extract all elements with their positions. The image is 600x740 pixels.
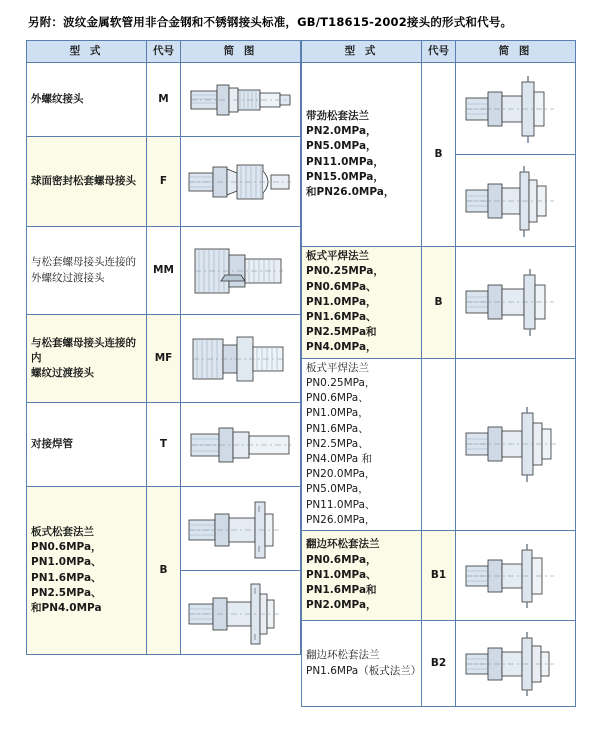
plate-lap-joint-flange-icon-2 xyxy=(185,576,297,650)
table-row xyxy=(27,137,301,227)
row-code-cell: B2 xyxy=(422,621,456,707)
row-code-cell: B1 xyxy=(422,531,456,621)
spherical-seal-union-nut-joint-icon xyxy=(185,145,297,219)
header-code: 代号 xyxy=(422,41,456,63)
row-code-cell: MF xyxy=(147,315,181,403)
table-header-row xyxy=(302,41,576,63)
type-line: PN1.0MPa，PN1.6MPa、 xyxy=(306,407,369,435)
type-line: PN1.6MPa（板式法兰） xyxy=(306,664,422,677)
type-line: PN1.0MPa，PN1.6MPa、 xyxy=(306,295,377,323)
type-line: 板式平焊法兰 xyxy=(306,250,369,263)
type-line: 和PN4.0MPa xyxy=(31,602,102,615)
row-figure-cell xyxy=(181,315,301,403)
type-line: 与松套螺母接头连接的内 xyxy=(31,336,136,364)
plate-slip-on-welding-flange-icon-1 xyxy=(460,261,572,343)
table-row xyxy=(302,358,576,530)
row-type-cell xyxy=(27,315,147,403)
threaded-male-joint-icon xyxy=(185,69,297,131)
row-type-cell xyxy=(27,487,147,655)
type-line: PN11.0MPa，PN15.0MPa， xyxy=(306,155,384,183)
type-line: PN0.6MPa，PN1.0MPa、 xyxy=(306,553,377,581)
row-type-cell xyxy=(302,63,422,247)
type-line: PN20.0MPa，PN5.0MPa， xyxy=(306,468,376,496)
row-figure-cell xyxy=(456,621,576,707)
butt-weld-pipe-icon xyxy=(185,410,297,480)
row-code-cell xyxy=(422,358,456,530)
left-spec-table xyxy=(26,40,301,655)
row-type-cell xyxy=(302,358,422,530)
row-figure-cell xyxy=(456,358,576,530)
row-type-cell xyxy=(27,403,147,487)
type-line: PN0.6MPa，PN1.0MPa、 xyxy=(31,541,102,569)
type-line: 和PN26.0MPa， xyxy=(306,186,395,199)
row-type-cell xyxy=(27,137,147,227)
type-line: 翻边环松套法兰 xyxy=(306,649,380,662)
row-figure-cell xyxy=(456,63,576,155)
row-figure-cell xyxy=(181,403,301,487)
table-row xyxy=(27,315,301,403)
table-row xyxy=(302,621,576,707)
type-line: PN2.5MPa和PN4.0MPa， xyxy=(306,326,377,354)
type-line: PN2.0MPa，PN5.0MPa， xyxy=(306,125,377,153)
row-type-cell xyxy=(27,63,147,137)
row-code-cell: B xyxy=(422,247,456,359)
header-code: 代号 xyxy=(147,41,181,63)
type-line: 球面密封松套螺母接头 xyxy=(31,174,136,187)
row-type-cell xyxy=(27,227,147,315)
header-type: 型 式 xyxy=(27,41,147,63)
type-line: PN0.25MPa，PN0.6MPa、 xyxy=(306,376,376,405)
male-thread-transition-joint-icon xyxy=(185,235,297,307)
row-figure-cell xyxy=(181,137,301,227)
ribbed-lap-joint-flange-icon-2 xyxy=(460,160,572,242)
type-line: PN1.6MPa和PN2.0MPa， xyxy=(306,584,377,612)
type-line: PN11.0MPa、PN26.0MPa， xyxy=(306,498,376,526)
row-code-cell: B xyxy=(147,487,181,655)
row-figure-cell xyxy=(456,247,576,359)
row-figure-cell xyxy=(181,63,301,137)
type-line: 对接焊管 xyxy=(31,437,73,450)
header-figure: 简 图 xyxy=(181,41,301,63)
header-figure: 简 图 xyxy=(456,41,576,63)
row-code-cell: B xyxy=(422,63,456,247)
row-figure-cell xyxy=(181,487,301,571)
page-title: 另附：波纹金属软管用非合金钢和不锈钢接头标准，GB/T18615-2002接头的形式和代号。 xyxy=(28,15,513,29)
table-row xyxy=(302,247,576,359)
row-figure-cell xyxy=(181,571,301,655)
type-line: 带劲松套法兰 xyxy=(306,109,369,122)
plate-lap-joint-flange-icon-1 xyxy=(185,492,297,566)
lap-joint-flange-with-stub-end-icon-1 xyxy=(460,536,572,616)
row-code-cell: F xyxy=(147,137,181,227)
type-line: 翻边环松套法兰 xyxy=(306,538,380,551)
lap-joint-flange-with-stub-end-icon-2 xyxy=(460,626,572,702)
type-line: 螺纹过渡接头 xyxy=(31,367,94,380)
right-spec-table xyxy=(301,40,576,707)
spec-tables xyxy=(26,40,574,707)
plate-slip-on-welding-flange-icon-2 xyxy=(460,395,572,493)
table-row xyxy=(27,227,301,315)
row-type-cell xyxy=(302,247,422,359)
type-line: 与松套螺母接头连接的 xyxy=(31,256,136,269)
type-line: 板式平焊法兰 xyxy=(306,361,369,374)
header-type: 型 式 xyxy=(302,41,422,63)
type-line: PN0.25MPa，PN0.6MPa、 xyxy=(306,265,384,293)
type-line: PN1.6MPa、PN2.5MPa、 xyxy=(31,571,102,599)
type-line: PN2.5MPa、PN4.0MPa 和 xyxy=(306,437,373,465)
row-code-cell: T xyxy=(147,403,181,487)
table-row xyxy=(302,531,576,621)
row-type-cell xyxy=(302,621,422,707)
ribbed-lap-joint-flange-icon-1 xyxy=(460,68,572,150)
type-line: 外螺纹接头 xyxy=(31,92,84,105)
row-code-cell: MM xyxy=(147,227,181,315)
row-code-cell: M xyxy=(147,63,181,137)
row-type-cell xyxy=(302,531,422,621)
female-thread-transition-joint-icon xyxy=(185,323,297,395)
table-row xyxy=(27,487,301,571)
table-header-row xyxy=(27,41,301,63)
row-figure-cell xyxy=(456,531,576,621)
table-row xyxy=(27,63,301,137)
table-row xyxy=(27,403,301,487)
row-figure-cell xyxy=(181,227,301,315)
table-row xyxy=(302,63,576,155)
row-figure-cell xyxy=(456,155,576,247)
type-line: 板式松套法兰 xyxy=(31,525,94,538)
type-line: 外螺纹过渡接头 xyxy=(31,271,105,284)
